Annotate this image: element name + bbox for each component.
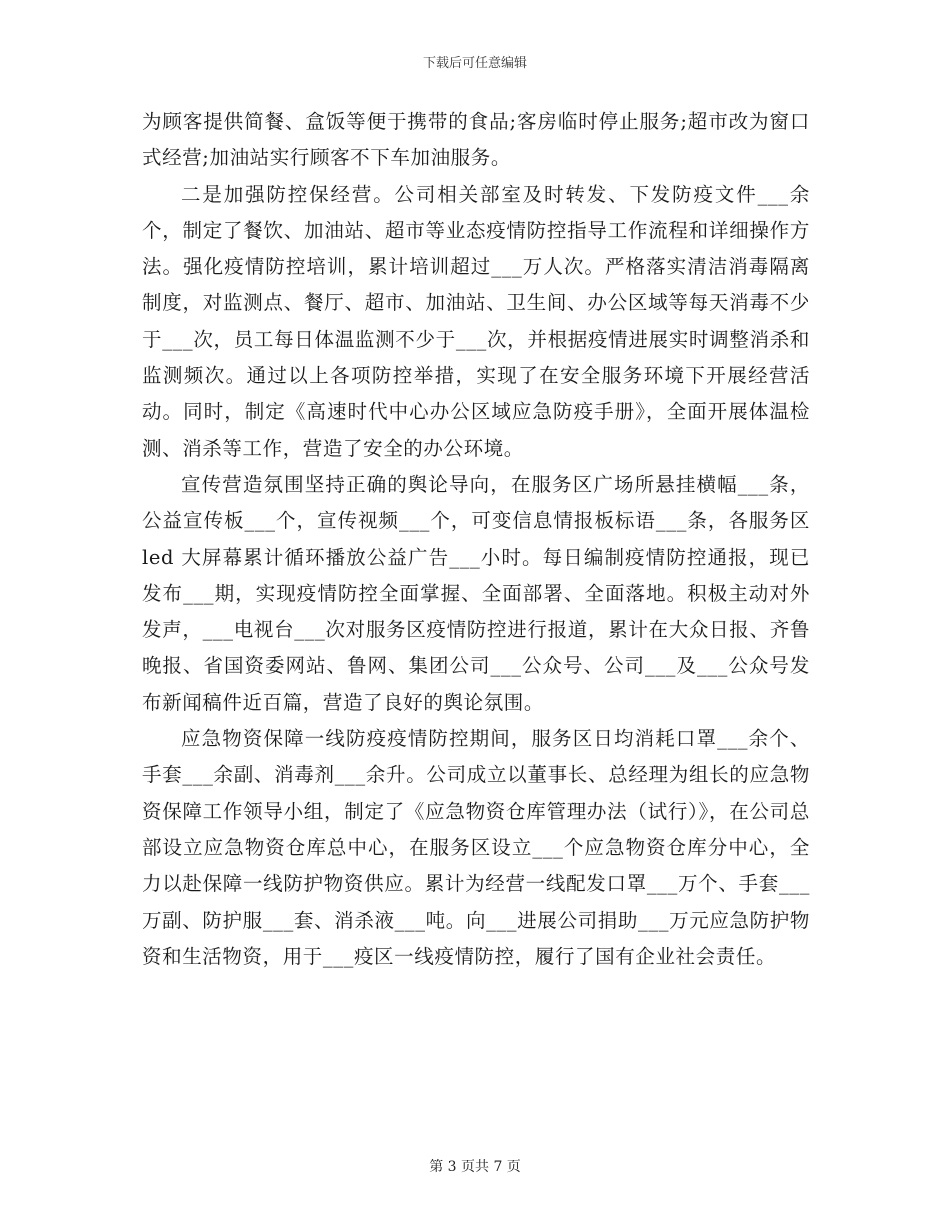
page-header: 下载后可任意编辑: [422, 56, 527, 71]
paragraph: 宣传营造氛围坚持正确的舆论导向，在服务区广场所悬挂横幅___条，公益宣传板___个，宣传视频___个，可变信息情报板标语___条，各服务区 led 大屏幕累计循环播放公益广告___小时。每日编制疫情防控通报，现已发布___期，实现疫情防控全面掌握、全面部署、全面落地。积极主动对外发声，___电视台___次对服务区疫情防控进行报道，累计在大众日报、齐鲁晚报、省国资委网站、鲁网、集团公司___公众号、公司___及___公众号发布新闻稿件近百篇，营造了良好的舆论氛围。: [142, 472, 810, 714]
document-body: [142, 104, 810, 975]
paragraph: 二是加强防控保经营。公司相关部室及时转发、下发防疫文件___余个，制定了餐饮、加油站、超市等业态疫情防控指导工作流程和详细操作方法。强化疫情防控培训，累计培训超过___万人次。严格落实清洁消毒隔离制度，对监测点、餐厅、超市、加油站、卫生间、办公区域等每天消毒不少于___次，员工每日体温监测不少于___次，并根据疫情进展实时调整消杀和监测频次。通过以上各项防控举措，实现了在安全服务环境下开展经营活动。同时，制定《高速时代中心办公区域应急防疫手册》，全面开展体温检测、消杀等工作，营造了安全的办公环境。: [142, 182, 810, 460]
page-number: 第 3 页共 7 页: [429, 1159, 521, 1175]
paragraph: 应急物资保障一线防疫疫情防控期间，服务区日均消耗口罩___余个、手套___余副、消毒剂___余升。公司成立以董事长、总经理为组长的应急物资保障工作领导小组，制定了《应急物资仓库管理办法（试行）》，在公司总部设立应急物资仓库总中心，在服务区设立___个应急物资仓库分中心，全力以赴保障一线防护物资供应。累计为经营一线配发口罩___万个、手套___万副、防护服___套、消杀液___吨。向___进展公司捐助___万元应急防护物资和生活物资，用于___疫区一线疫情防控，履行了国有企业社会责任。: [142, 727, 810, 968]
paragraph: 为顾客提供简餐、盒饭等便于携带的食品;客房临时停止服务;超市改为窗口式经营;加油站实行顾客不下车加油服务。: [142, 110, 810, 170]
